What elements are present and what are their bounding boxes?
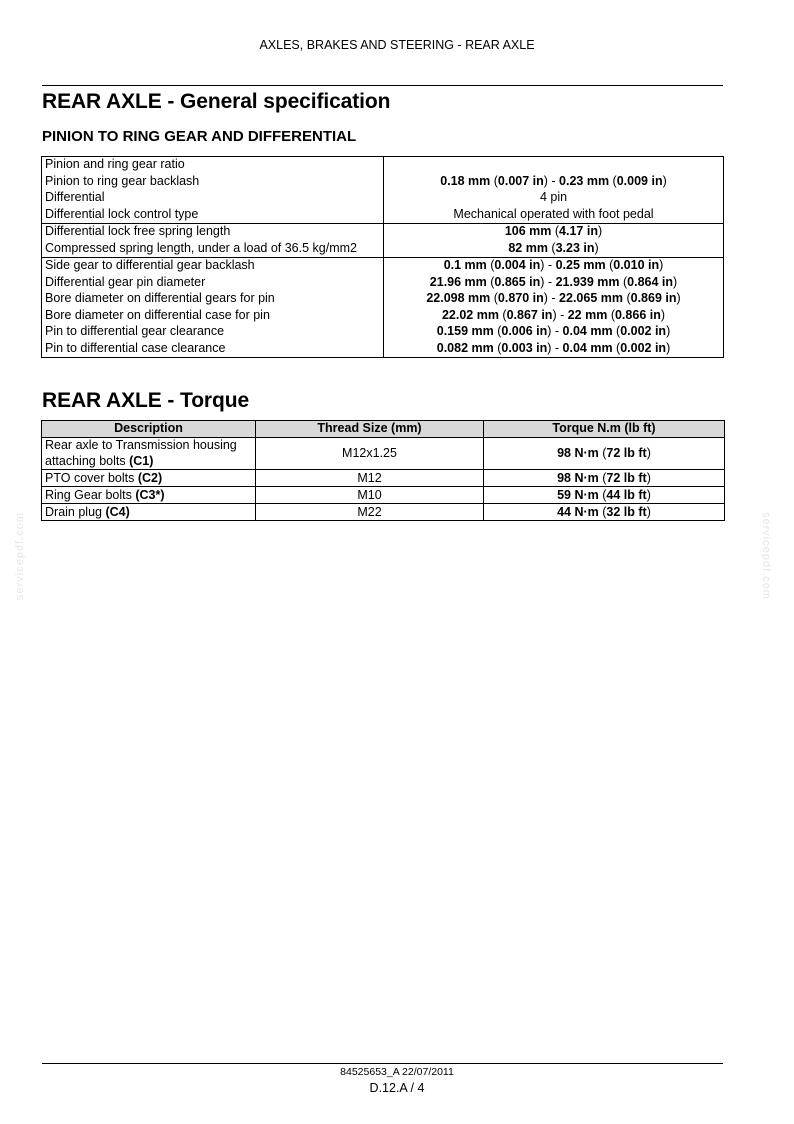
text-segment: ) [646,470,651,485]
bold-value-segment: 98 N·m [557,445,599,460]
watermark-right: servicepdf.com [760,512,772,600]
table-row [42,504,725,521]
bold-value-segment: (C3*) [135,487,165,502]
text-segment: ) [666,340,671,355]
bold-value-segment: 0.25 mm [555,258,606,273]
spec-value [384,207,724,224]
spec-label: Pinion to ring gear backlash [42,174,384,191]
text-segment: ( [612,340,621,355]
text-segment: ( [622,291,631,306]
table-row [42,157,724,174]
text-segment: ( [605,258,614,273]
bold-value-segment: 0.864 in [627,274,674,289]
section-title-general-specification: REAR AXLE - General specification [42,90,391,113]
bold-value-segment: 22.065 mm [559,291,623,306]
bold-value-segment: 0.866 in [614,307,661,322]
text-segment: ) [646,445,651,460]
bold-value-segment: 22.098 mm [426,291,491,306]
spec-label: Bore diameter on differential case for pin [42,308,384,325]
bold-value-segment: 0.003 in [501,340,548,355]
torque-value [484,487,725,504]
thread-size: M12 [256,470,484,487]
text-segment: ( [493,340,502,355]
spec-label: Compressed spring length, under a load of 36.5 kg/mm2 [42,241,384,258]
torque-table-header-row [42,421,725,438]
bold-value-segment: 32 lb ft [606,504,647,519]
bold-value-segment: 82 mm [508,240,548,255]
bold-value-segment: 72 lb ft [606,470,647,485]
watermark-left: servicepdf.com [14,512,26,600]
bold-value-segment: 3.23 in [555,240,595,255]
torque-description [42,487,256,504]
text-segment: ) - [543,291,560,306]
text-segment: ( [598,470,607,485]
text-segment: ( [598,504,607,519]
table-row [42,174,724,191]
text-segment: ) - [540,274,556,289]
text-segment: Rear axle to Transmission housing attaching bolts [45,438,237,468]
header-rule [42,85,723,86]
text-segment: ( [486,258,495,273]
text-segment: ) [646,504,651,519]
bold-value-segment: 0.04 mm [562,340,613,355]
spec-value [384,275,724,292]
text-segment: ( [486,274,495,289]
bold-value-segment: 22 mm [567,307,608,322]
table-row [42,241,724,258]
footer-rule [42,1063,723,1064]
spec-value [384,241,724,258]
bold-value-segment: 0.867 in [506,307,553,322]
text-segment: ( [598,487,607,502]
spec-label: Differential lock free spring length [42,224,384,241]
text-segment: ( [607,307,615,322]
bold-value-segment: 0.006 in [501,324,548,339]
text-segment: ( [493,324,502,339]
text-segment: ( [490,173,498,188]
specification-table [41,156,724,358]
section-subtitle-pinion: PINION TO RING GEAR AND DIFFERENTIAL [42,128,357,145]
spec-value [384,308,724,325]
spec-label: Differential [42,190,384,207]
text-segment: ) [660,307,666,322]
text-segment: ) - [547,340,563,355]
bold-value-segment: 44 N·m [557,504,599,519]
text-segment: Ring Gear bolts [45,487,136,502]
bold-value-segment: 72 lb ft [606,445,647,460]
torque-value [484,470,725,487]
table-row [42,438,725,470]
torque-table [41,420,725,521]
bold-value-segment: 0.18 mm [440,173,491,188]
torque-description [42,438,256,470]
bold-value-segment: 21.96 mm [429,274,487,289]
bold-value-segment: 44 lb ft [606,487,647,502]
spec-label: Differential gear pin diameter [42,275,384,292]
torque-value [484,504,725,521]
text-segment: ) - [552,307,568,322]
table-row [42,224,724,241]
table-row [42,487,725,504]
table-row [42,324,724,341]
bold-value-segment: 0.002 in [620,340,667,355]
bold-value-segment: 0.865 in [494,274,541,289]
bold-value-segment: 0.004 in [494,258,541,273]
text-segment: ) [659,258,664,273]
bold-value-segment: 0.082 mm [436,340,494,355]
bold-value-segment: 98 N·m [557,470,599,485]
column-header-thread-size: Thread Size (mm) [256,421,484,438]
text-segment: 4 pin [539,190,568,205]
table-row [42,190,724,207]
text-segment: ( [547,240,556,255]
table-row [42,308,724,325]
thread-size: M22 [256,504,484,521]
text-segment: ( [490,291,498,306]
table-row [42,207,724,224]
bold-value-segment: 21.939 mm [555,274,620,289]
bold-value-segment: 0.002 in [620,324,667,339]
text-segment: PTO cover bolts [45,470,138,485]
torque-value [484,438,725,470]
spec-label: Differential lock control type [42,207,384,224]
spec-value [384,341,724,358]
text-segment: Mechanical operated with foot pedal [453,206,654,221]
thread-size: M12x1.25 [256,438,484,470]
table-row [42,470,725,487]
running-header: AXLES, BRAKES AND STEERING - REAR AXLE [259,38,535,52]
text-segment: ) [662,173,667,188]
text-segment: ) [594,240,599,255]
text-segment: Drain plug [45,504,106,519]
spec-value [384,190,724,207]
spec-label: Pin to differential case clearance [42,341,384,358]
table-row [42,275,724,292]
table-row [42,341,724,358]
text-segment: ( [498,307,507,322]
spec-value [384,291,724,308]
bold-value-segment: 0.870 in [497,291,544,306]
column-header-torque: Torque N.m (lb ft) [484,421,725,438]
table-row [42,258,724,275]
spec-value [384,224,724,241]
bold-value-segment: 0.1 mm [443,258,487,273]
text-segment: ) [676,291,681,306]
text-segment: ) [646,487,651,502]
text-segment: ) - [547,324,563,339]
thread-size: M10 [256,487,484,504]
text-segment: ( [598,445,607,460]
bold-value-segment: 4.17 in [559,224,598,239]
text-segment: ) [597,224,603,239]
spec-label: Pin to differential gear clearance [42,324,384,341]
bold-value-segment: 0.009 in [616,173,663,188]
bold-value-segment: (C4) [105,504,130,519]
text-segment: ) - [540,258,556,273]
section-title-torque: REAR AXLE - Torque [42,389,250,412]
text-segment: ( [551,224,560,239]
torque-description [42,470,256,487]
text-segment: ( [609,173,617,188]
bold-value-segment: 59 N·m [557,487,599,502]
text-segment: ) [666,324,671,339]
bold-value-segment: 0.007 in [497,173,544,188]
spec-value [384,258,724,275]
text-segment: ) [673,274,678,289]
column-header-description: Description [42,421,256,438]
bold-value-segment: 0.010 in [613,258,660,273]
text-segment: ) - [543,173,560,188]
bold-value-segment: 106 mm [504,224,552,239]
text-segment: ( [619,274,628,289]
bold-value-segment: 0.04 mm [562,324,613,339]
bold-value-segment: 0.159 mm [436,324,494,339]
table-row [42,291,724,308]
bold-value-segment: 0.869 in [630,291,677,306]
spec-label: Side gear to differential gear backlash [42,258,384,275]
bold-value-segment: (C1) [129,453,154,468]
bold-value-segment: (C2) [137,470,163,485]
footer-document-code: 84525653_A 22/07/2011 [340,1066,454,1078]
spec-value [384,324,724,341]
torque-description [42,504,256,521]
spec-label: Pinion and ring gear ratio [42,157,384,174]
bold-value-segment: 0.23 mm [559,173,610,188]
text-segment: ( [612,324,621,339]
footer-page-number: D.12.A / 4 [369,1081,425,1095]
spec-value [384,157,724,174]
bold-value-segment: 22.02 mm [441,307,499,322]
spec-value [384,174,724,191]
spec-label: Bore diameter on differential gears for pin [42,291,384,308]
